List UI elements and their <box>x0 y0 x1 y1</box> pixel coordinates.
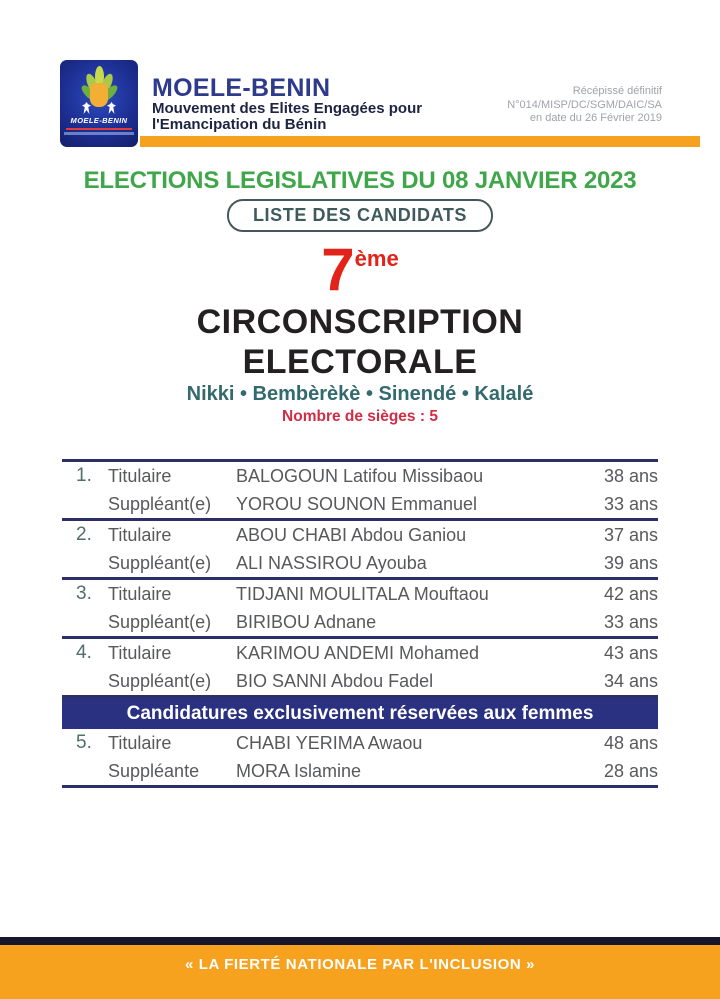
receipt-line2: N°014/MISP/DC/SGM/DAIC/SA <box>507 98 662 111</box>
row-role: Titulaire <box>108 642 172 663</box>
row-age: 37 ans <box>603 524 658 545</box>
org-subtitle <box>152 101 422 133</box>
district-title <box>0 302 720 382</box>
district-number: 7 <box>321 236 355 303</box>
row-role: Titulaire <box>108 583 172 604</box>
row-age: 28 ans <box>603 760 658 781</box>
row-name: ABOU CHABI Abdou Ganiou <box>236 524 467 545</box>
row-role: Suppléant(e) <box>108 611 212 632</box>
row-role: Titulaire <box>108 524 172 545</box>
row-name: YOROU SOUNON Emmanuel <box>236 493 478 514</box>
seats-count: Nombre de sièges : 5 <box>282 408 438 425</box>
row-name: CHABI YERIMA Awaou <box>236 732 423 753</box>
org-subtitle-line2: l'Emancipation du Bénin <box>152 116 327 133</box>
candidate-group-5 <box>62 729 658 788</box>
moele-benin-logo <box>60 60 138 147</box>
logo-divider <box>66 128 132 130</box>
row-number: 1. <box>76 465 92 486</box>
fist-icon <box>90 83 108 107</box>
receipt-line3: en date du 26 Février 2019 <box>529 112 662 124</box>
table-row <box>62 608 658 636</box>
row-role: Suppléant(e) <box>108 493 212 514</box>
row-role: Titulaire <box>108 465 172 486</box>
candidate-group-2 <box>62 521 658 580</box>
row-age: 34 ans <box>603 670 658 691</box>
row-role: Suppléant(e) <box>108 552 212 573</box>
person-icon <box>82 102 91 114</box>
org-subtitle-line1: Mouvement des Elites Engagées pour <box>152 100 423 117</box>
row-role: Suppléante <box>108 760 200 781</box>
district-title-line2: ELECTORALE <box>242 343 478 381</box>
row-name: KARIMOU ANDEMI Mohamed <box>236 642 480 663</box>
candidate-group-4 <box>62 639 658 698</box>
list-pill-wrap <box>0 199 720 232</box>
row-age: 48 ans <box>603 732 658 753</box>
table-row <box>62 667 658 695</box>
table-row <box>62 462 658 490</box>
list-of-candidates-pill: LISTE DES CANDIDATS <box>227 199 493 232</box>
table-row <box>62 729 658 757</box>
women-reserved-banner: Candidatures exclusivement réservées aux femmes <box>62 698 658 729</box>
row-number: 4. <box>76 642 92 663</box>
table-row <box>62 521 658 549</box>
receipt-line1: Récépissé définitif <box>572 85 662 97</box>
logo-wordmark: MOELE-BENIN <box>70 116 128 125</box>
table-row <box>62 639 658 667</box>
row-number: 3. <box>76 583 92 604</box>
table-row <box>62 580 658 608</box>
district-ordinal-suffix: ème <box>354 246 399 271</box>
row-name: ALI NASSIROU Ayouba <box>236 552 427 573</box>
row-name: BIO SANNI Abdou Fadel <box>236 670 434 691</box>
table-row <box>62 757 658 785</box>
table-row <box>62 549 658 577</box>
row-role: Suppléant(e) <box>108 670 212 691</box>
row-age: 42 ans <box>603 583 658 604</box>
row-name: TIDJANI MOULITALA Mouftaou <box>236 583 489 604</box>
receipt-note <box>507 85 662 126</box>
election-title: ELECTIONS LEGISLATIVES DU 08 JANVIER 2023 <box>83 167 637 194</box>
row-role: Titulaire <box>108 732 172 753</box>
candidate-group-1 <box>62 462 658 521</box>
row-age: 33 ans <box>603 611 658 632</box>
row-name: MORA Islamine <box>236 760 362 781</box>
candidates-table <box>62 459 658 788</box>
candidate-group-3 <box>62 580 658 639</box>
row-number: 5. <box>76 732 92 753</box>
row-name: BALOGOUN Latifou Missibaou <box>236 465 484 486</box>
footer-slogan: « LA FIERTÉ NATIONALE PAR L'INCLUSION » <box>184 956 536 973</box>
row-age: 43 ans <box>603 642 658 663</box>
footer-bar <box>0 945 720 999</box>
row-age: 39 ans <box>603 552 658 573</box>
district-ordinal <box>0 236 720 303</box>
person-icon <box>107 102 116 114</box>
table-row <box>62 490 658 518</box>
org-name: MOELE-BENIN <box>152 74 331 102</box>
district-title-line1: CIRCONSCRIPTION <box>196 303 524 341</box>
logo-tagline-strip <box>64 132 134 135</box>
row-age: 38 ans <box>603 465 658 486</box>
header-orange-rule <box>140 136 700 147</box>
communes-list: Nikki • Bembèrèkè • Sinendé • Kalalé <box>186 383 534 405</box>
row-name: BIRIBOU Adnane <box>236 611 377 632</box>
row-number: 2. <box>76 524 92 545</box>
footer-dark-rule <box>0 937 720 945</box>
row-age: 33 ans <box>603 493 658 514</box>
